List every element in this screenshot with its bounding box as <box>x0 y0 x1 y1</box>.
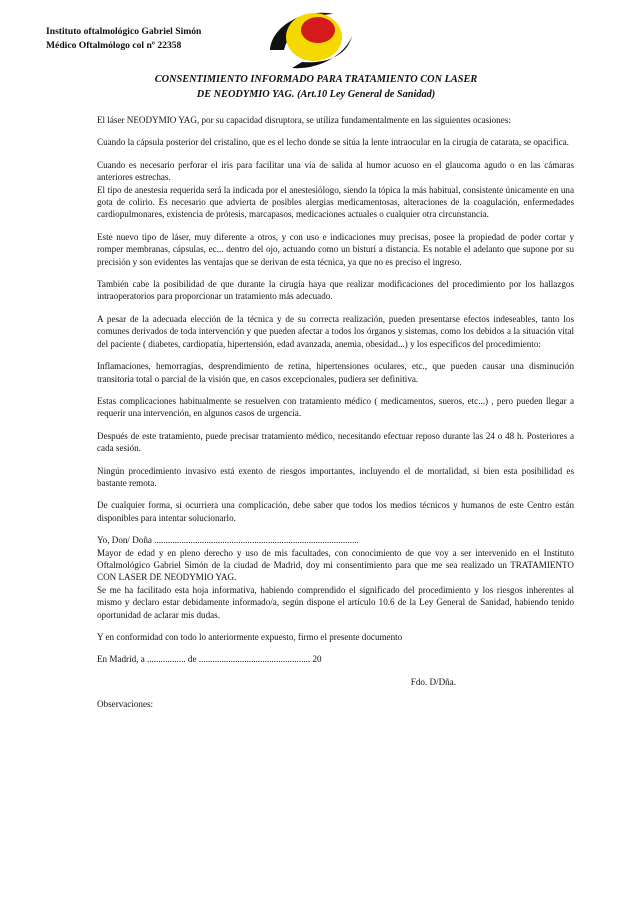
document-body <box>97 114 574 721</box>
paragraph: Ningún procedimiento invasivo está exento de riesgos importantes, incluyendo el de mortalidad, si bien esta posibilidad es bastante remota. <box>97 465 574 488</box>
paragraph: También cabe la posibilidad de que durante la cirugía haya que realizar modificaciones del procedimiento por los hallazgos intraoperatorios para proporcionar un tratamiento más adecuado. <box>97 279 574 302</box>
institute-name: Instituto oftalmológico Gabriel Simón <box>46 26 202 37</box>
paragraph: A pesar de la adecuada elección de la técnica y de su correcta realización, pueden presentarse efectos indeseables, tanto los comunes derivados de toda intervención y que pueden afectar a todos los órganos y sistemas, como los debidos a la situación vital del paciente ( diabetes, cardiopatía, hipertensión, edad avanzada, anemia, obesidad...) y los específicos del procedimiento: <box>97 313 574 349</box>
paragraph: Se me ha facilitado esta hoja informativa, habiendo comprendido el significado del procedimiento y los riesgos inherentes al mismo y declaro estar debidamente informado/a, según dispone el artículo 10.6 de la Ley General de Sanidad, habiendo tenido oportunidad de aclarar mis dudas. <box>97 584 574 620</box>
paragraph: Mayor de edad y en pleno derecho y uso de mis facultades, con conocimiento de que voy a ser intervenido en el Instituto Oftalmológico Gabriel Simón de la ciudad de Madrid, doy mi consentimiento para que me sea realizado un TRATAMIENTO CON LASER DE NEODYMIO YAG. <box>97 547 574 583</box>
logo-red-iris <box>301 17 335 43</box>
date-line: En Madrid, a ................. de ................................................. 20 <box>97 654 322 665</box>
institute-logo <box>252 6 367 72</box>
title-line-1: CONSENTIMIENTO INFORMADO PARA TRATAMIENTO CON LASER <box>154 74 478 85</box>
paragraph: Inflamaciones, hemorragias, desprendimiento de retina, hipertensiones oculares, etc., que pueden causar una disminución transitoria total o parcial de la visión que, en casos excepcionales, pudiera ser definitiva. <box>97 361 574 384</box>
paragraph: El láser NEODYMIO YAG, por su capacidad disruptora, se utiliza fundamentalmente en las siguientes ocasiones: <box>97 115 511 125</box>
paragraph: De cualquier forma, si ocurriera una complicación, debe saber que todos los medios técnicos y humanos de este Centro están disponibles para intentar solucionarlo. <box>97 500 574 523</box>
observations-label: Observaciones: <box>97 699 154 710</box>
paragraph: Cuando la cápsula posterior del cristalino, que es el lecho donde se sitúa la lente intraocular en la cirugía de catarata, se opacifica. <box>97 137 569 148</box>
paragraph: Cuando es necesario perforar el iris para facilitar una vía de salida al humor acuoso en el glaucoma agudo o en las cámaras anteriores estrechas. <box>97 159 574 183</box>
title-line-2: DE NEODYMIO YAG. (Art.10 Ley General de Sanidad) <box>196 89 436 100</box>
doctor-credential: Médico Oftalmólogo col nº 22358 <box>46 40 182 51</box>
paragraph: Estas complicaciones habitualmente se resuelven con tratamiento médico ( medicamentos, sueros, etc...) , pero pueden llegar a requerir una intervención, en algunos casos de urgencia. <box>97 395 574 419</box>
paragraph: Después de este tratamiento, puede precisar tratamiento médico, necesitando efectuar reposo durante las 24 o 48 h. Posteriores a cada sesión. <box>97 430 574 454</box>
signature-label: Fdo. D/Dña. <box>410 676 456 687</box>
paragraph: Este nuevo tipo de láser, muy diferente a otros, y con uso e indicaciones muy precisas, posee la propiedad de poder cortar y romper membranas, cápsulas, ec... dentro del ojo, actuando como un bisturí a distancia. Es notable el adelanto que supone por su precisión y son evidentes las ventajas que se derivan de esta técnica, ya que no es preciso el ingreso. <box>97 231 574 267</box>
paragraph: El tipo de anestesia requerida será la indicada por el anestesiólogo, siendo la tópica la más habitual, consistente únicamente en una gota de colirio. Es necesario que advierta de posibles alergias medicamentosas, alteraciones de la coagulación, enfermedades cardiopulmonares, existencia de prótesis, marcapasos, medicaciones actuales o cualquier otra circunstancia. <box>97 184 574 220</box>
document-title <box>96 72 536 102</box>
name-line: Yo, Don/ Doña .......................................................................................... <box>97 535 359 546</box>
header-block <box>46 25 201 53</box>
paragraph: Y en conformidad con todo lo anteriormente expuesto, firmo el presente documento <box>97 632 403 642</box>
